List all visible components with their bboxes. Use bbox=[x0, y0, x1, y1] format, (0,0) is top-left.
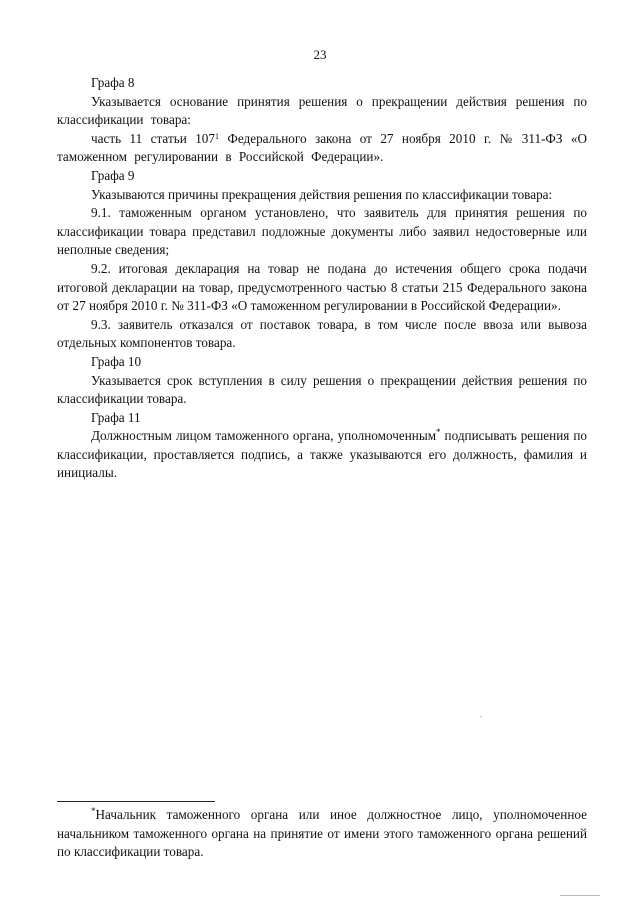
document-body bbox=[57, 74, 587, 483]
section-heading-grafa-11: Графа 11 bbox=[91, 409, 141, 425]
section-heading-grafa-10: Графа 10 bbox=[91, 353, 142, 369]
list-item-9-1: 9.1. таможенным органом установлено, что заявитель для принятия решения по классификации товара представил подложные документы либо заявил недостоверные или неполные сведения; bbox=[57, 205, 587, 258]
section-text-grafa-10: Указывается срок вступления в силу решения о прекращении действия решения по классификации товара. bbox=[57, 372, 587, 407]
page-number: 23 bbox=[313, 47, 327, 62]
superscript-marker: 1 bbox=[215, 131, 219, 141]
law-reference bbox=[57, 130, 587, 167]
grafa-11-text-start: Должностным лицом таможенного органа, уполномоченным bbox=[91, 428, 437, 444]
footnote-body: Начальник таможенного органа или иное должностное лицо, уполномоченное начальником таможенного органа на принятие от имени этого таможенного органа решений по классификации товара. bbox=[57, 807, 587, 860]
list-item-9-3: 9.3. заявитель отказался от поставок товара, в том числе после ввоза или вывоза отдельных компонентов товара. bbox=[57, 316, 587, 351]
footnote-separator bbox=[57, 801, 215, 802]
law-reference-start: часть 11 статьи 107 bbox=[91, 130, 215, 146]
grafa-11-text-end: подписывать решения по классификации, проставляется подпись, а также указываются его должность, фамилия и инициалы. bbox=[57, 428, 587, 481]
section-heading-grafa-8: Графа 8 bbox=[91, 75, 135, 90]
footnote-text bbox=[57, 806, 587, 862]
footnote bbox=[57, 806, 587, 862]
scan-artifact bbox=[560, 895, 600, 896]
section-intro-grafa-9: Указываются причины прекращения действия решения по классификации товара: bbox=[91, 186, 553, 202]
footnote-marker: * bbox=[91, 806, 96, 816]
section-heading-grafa-9: Графа 9 bbox=[91, 167, 135, 183]
section-text-grafa-11 bbox=[57, 427, 587, 483]
scan-artifact bbox=[480, 716, 482, 717]
section-text-grafa-8: Указывается основание принятия решения о прекращении действия решения по классификации товара: bbox=[57, 93, 587, 128]
law-reference-end: Федерального закона от 27 ноября 2010 г. № 311-ФЗ «О таможенном регулировании в Российской Федерации». bbox=[57, 130, 587, 165]
list-item-9-2: 9.2. итоговая декларация на товар не подана до истечения общего срока подачи итоговой декларации на товар, предусмотренного частью 8 статьи 215 Федерального закона от 27 ноября 2010 г. № 311-ФЗ «О таможенном регулировании в Российской Федерации». bbox=[57, 260, 587, 314]
footnote-reference-marker: * bbox=[436, 427, 441, 438]
